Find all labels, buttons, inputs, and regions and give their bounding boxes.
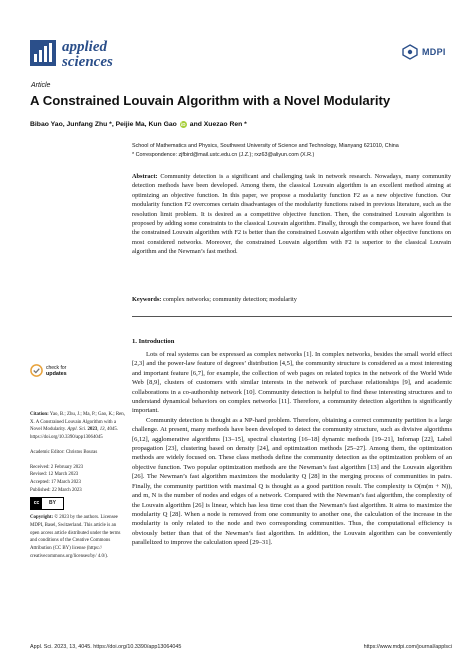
affiliation-line: School of Mathematics and Physics, Southwest University of Science and Technology, Mianyang 621010, China [132,143,399,149]
updates-icon [30,364,43,377]
correspondence-line: * Correspondence: zjfbird@mail.ustc.edu.cn (J.Z.); rxz63@aliyun.com (X.R.) [132,152,315,158]
citation-journal: Appl. Sci. [67,427,87,433]
journal-name-line2: sciences [62,54,113,70]
authors-part-1[interactable]: Bibao Yao, Junfang Zhu *, Peijie Ma, Kun Gao [30,121,177,128]
revised-date: Revised: 12 March 2023 [30,472,79,478]
article-title: A Constrained Louvain Algorithm with a Novel Modularity [30,93,391,108]
orcid-icon[interactable]: iD [181,122,186,127]
copyright-text: © 2023 by the authors. Licensee MDPI, Basel, Switzerland. This article is an open access article distributed under the terms and conditions of the Creative Commons Attribution (CC BY) license (https:// creativecommons.org/licenses/by/ 4.0/). [30,515,121,559]
cc-icon-right: BY [42,498,63,509]
footer-citation[interactable]: Appl. Sci. 2023, 13, 4045. https://doi.org/10.3390/app13064045 [30,644,182,650]
paragraph-2: Community detection is thought as a NP-hard problem. Therefore, obtaining a correct community partition is a large challenge. At present, many methods have been developed to detect the community structure, such as divisive algorithms [6,12], agglomerative algorithms [13–15], spectral clustering [16–18] dynamic methods [19–21], Infomap [22], Label propagation [23], clustering based on density [24], and optimization methods [25–27]. Among them, the optimization methods are widely focused on. These class methods define the community detection as the optimization problem of an objective function. Two popular optimization methods are the Newman’s fast algorithm [13] and the Louvain algorithm [26]. The Newman’s fast algorithm maximizes the modularity Q [28] in the merging process of communities in pairs. Finally, the community partition with maximal Q is thought as a good partition result. The complexity is O(m(m + N)), and m, N is the number of nodes and edges of a network. Compared with the Newman’s fast algorithm, the complexity of the Louvain algorithm [26] is linear, which has less time cost than the Newman’s fast algorithm. It aims to maximize the modularity Q [28]. When a node is removed from one community to another one, the calculation of the increase in the modularity is only related to the node and two corresponding communities. Thus, the computational efficiency is obviously better than that of the Newman’s fast algorithm. In addition, the Louvain algorithm can be conveniently parallelized to improve the calculation speed [29–31]. [132,416,452,547]
paragraph-1: Lots of real systems can be expressed as complex networks [1]. In complex networks, besides the small world effect [2,3] and the power-law feature of degrees’ distribution [4,5], the community structure is considered as a most interesting and important feature [6,7], for example, the collection of web pages on related topics in the network of the World Wide Web [8,9], clusters of customers with similar interests in the network of purchase relationships [9], and academic collaborations in a co-authorship network [10]. Community detection is helpful to find these interesting structures and to understand dynamical behaviors on complex networks [11]. Therefore, a community detection algorithm is significantly important. [132,351,452,415]
keywords [132,295,451,304]
affiliations [132,142,452,160]
received-date: Received: 2 February 2023 [30,464,84,470]
keywords-text: complex networks; community detection; modularity [162,296,297,303]
academic-editor: Academic Editor: Christos Bouras [30,449,98,455]
updates-label [46,365,67,377]
check-for-updates-badge[interactable] [30,364,67,377]
article-type: Article [31,82,51,89]
section-heading: 1. Introduction [132,338,175,345]
updates-line2: updates [46,370,67,377]
copyright-block [30,514,125,560]
citation-volume: 13 [99,427,105,433]
page-footer [30,644,452,650]
citation-label: Citation: [30,412,49,417]
mdpi-logo-icon [402,44,418,60]
body-text [132,350,452,548]
citation-doi[interactable]: , 4045. https://doi.org/10.3390/app13064045 [30,427,119,441]
footer-journal-url[interactable]: https://www.mdpi.com/journal/applsci [363,644,452,650]
author-list [30,121,247,128]
updates-line1: check for [46,364,67,371]
published-date: Published: 22 March 2023 [30,487,82,493]
authors-part-2[interactable]: and Xuezao Ren * [189,121,247,128]
accepted-date: Accepted: 17 March 2023 [30,479,81,485]
journal-logo-icon [30,40,56,66]
citation-text: Yao, B.; Zhu, J.; Ma, P.; Gao, K.; Ren, X. A Constrained Louvain Algorithm with a Novel Modularity. [30,412,125,433]
citation-block: Citation: Yao, B.; Zhu, J.; Ma, P.; Gao, K.; Ren, X. A Constrained Louvain Algorithm with a Novel Modularity. Appl. Sci. 2023, 13, 4045. https://doi.org/10.3390/app13064045 [30,412,125,441]
publisher-name: MDPI [422,47,446,57]
journal-name[interactable] [62,40,113,70]
abstract-label: Abstract: [132,173,158,180]
publisher-logo[interactable] [402,44,446,60]
section-divider [132,316,452,317]
copyright-label: Copyright: [30,515,54,521]
journal-name-line1: applied [62,39,107,55]
sidebar-metadata [30,411,125,561]
keywords-label: Keywords: [132,296,162,303]
cc-by-license-icon[interactable] [30,497,64,510]
citation-year: 2023 [87,427,98,433]
abstract [132,172,451,257]
abstract-text: Community detection is a significant and challenging task in network research. Nowadays, many community detection methods have been developed. Among them, the classical Louvain algorithm is an excellent method aiming at optimizing an objective function. In this paper, we propose a modularity function F2 as a new objective function. Our modularity function F2 overcomes certain disadvantages of the modularity functions raised in previous literature, such as the resolution limit problem. It is desired as a competitive objective function. Then, the constrained Louvain algorithm is proposed by adding some constraints to the classical Louvain algorithm. Finally, through the comparison, we have found that the constrained Louvain algorithm with F2 is better than the constrained Louvain algorithm with other objective functions on most considered networks. Moreover, the constrained Louvain algorithm with F2 is superior to the classical Louvain algorithm and the Newman’s fast method. [132,173,451,256]
cc-icon-left: cc [31,498,42,509]
